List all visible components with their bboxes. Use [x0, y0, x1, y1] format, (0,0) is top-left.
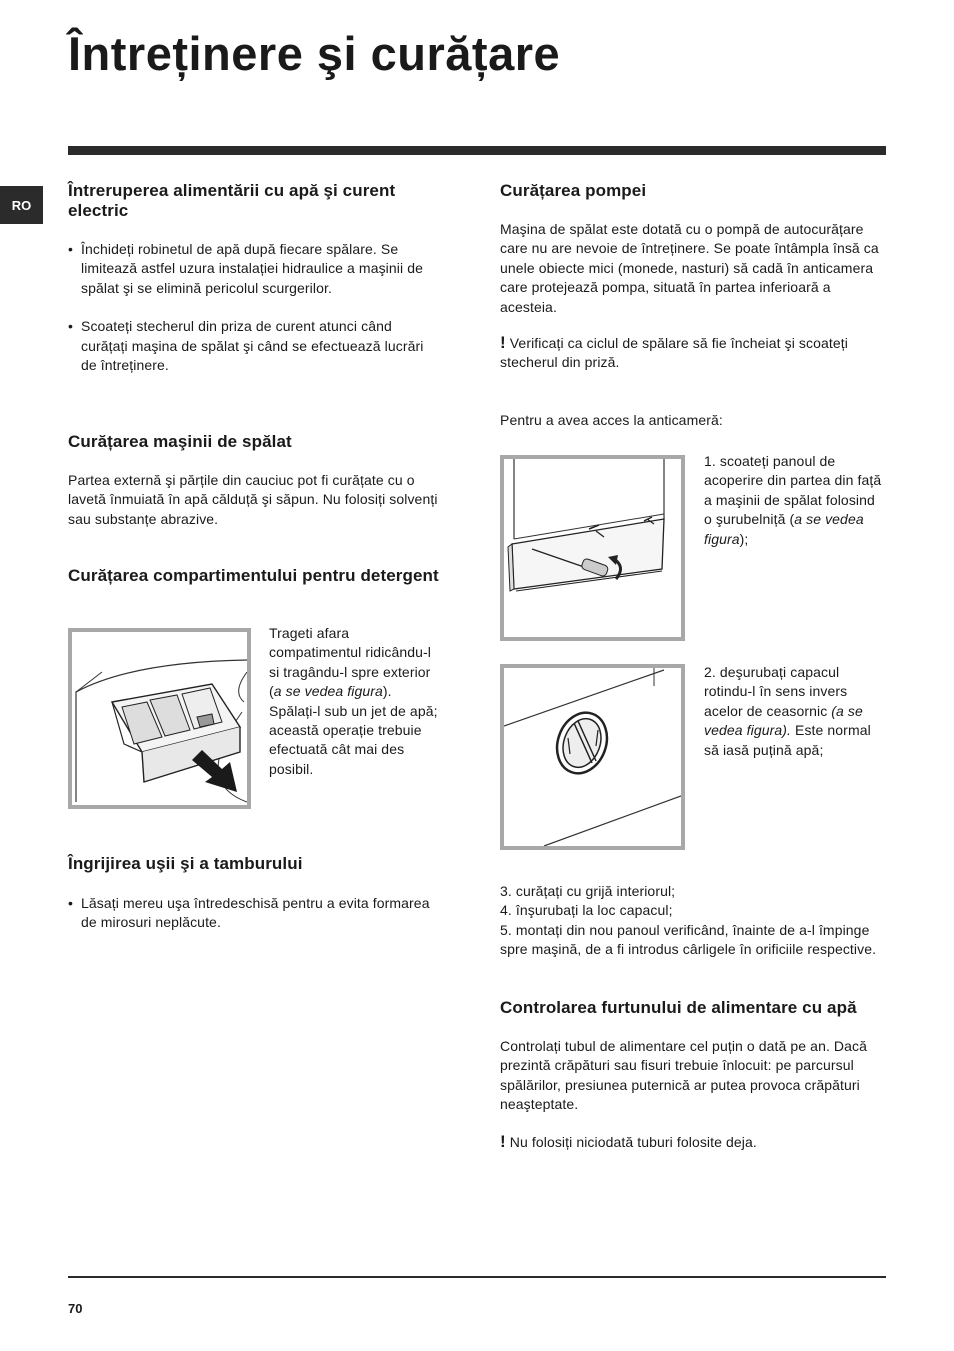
- list-item: 5. montați din nou panoul verificând, înainte de a-l împinge spre maşină, de a fi introdus cârligele în orificiile respective.: [500, 921, 877, 958]
- paragraph: 2. deşurubați capacul rotindu-l în sens invers acelor de ceasornic (a se vedea figura). Este normal să iasă puțină apă;: [704, 664, 871, 758]
- section-detergent-drawer: [68, 566, 440, 586]
- list-item: • Scoateți stecherul din priza de curent atunci când curățați maşina de spălat şi când se efectuează lucrări de întreținere.: [68, 318, 424, 374]
- list-item: • Lăsați mereu uşa întredeschisă pentru a evita formarea de mirosuri neplăcute.: [68, 895, 430, 931]
- section-heading: Controlarea furtunului de alimentare cu apă: [500, 998, 857, 1017]
- pump-step-2: [704, 663, 886, 760]
- warning-note: ! Nu folosiți niciodată tuburi folosite deja.: [500, 1131, 757, 1151]
- paragraph: 1. scoateți panoul de acoperire din partea din față a maşinii de spălat folosind o şurubelniță (a se vedea figura);: [704, 453, 882, 547]
- section-heading: Curățarea maşinii de spălat: [68, 432, 292, 451]
- language-tab: RO: [0, 186, 43, 224]
- warning-icon: !: [500, 1131, 506, 1151]
- section-machine-cleaning: [68, 432, 440, 529]
- warning-icon: !: [500, 333, 506, 353]
- page-number: 70: [68, 1301, 83, 1316]
- detergent-drawer-illustration: [68, 628, 251, 809]
- header-rule: [68, 146, 886, 155]
- section-heading: Curățarea pompei: [500, 181, 647, 200]
- section-power-water: [68, 181, 440, 375]
- pump-steps-3-5: [500, 882, 886, 960]
- paragraph: Spălați-l sub un jet de apă; această operație trebuie efectuată cât mai des posibil.: [269, 702, 438, 777]
- detergent-drawer-icon: [72, 632, 247, 805]
- pump-step-1: [704, 452, 886, 549]
- footer-rule: [68, 1276, 886, 1278]
- section-heading: Îngrijirea uşii şi a tamburului: [68, 854, 303, 873]
- paragraph: Maşina de spălat este dotată cu o pompă de autocurățare care nu are nevoie de întreținere. Se poate întâmpla însă ca unele obiecte mici (monede, nasturi) să cadă în anticamera care protejează pompa, situată în partea inferioară a acesteia.: [500, 221, 879, 315]
- pump-cap-icon: [504, 668, 681, 846]
- page-title: Întreținere şi curățare: [68, 27, 561, 80]
- front-panel-screwdriver-illustration: [500, 455, 685, 641]
- section-heading: Curățarea compartimentului pentru detergent: [68, 566, 439, 585]
- section-heading: Întreruperea alimentării cu apă şi curent electric: [68, 181, 396, 220]
- screwdriver-icon: [504, 459, 681, 637]
- list-item: 4. înşurubați la loc capacul;: [500, 902, 673, 919]
- paragraph: Trageti afara compatimentul ridicându-l si tragându-l spre exterior (a se vedea figura).: [269, 625, 432, 700]
- list-item: • Închideți robinetul de apă după fiecare spălare. Se limitează astfel uzura instalației hidraulice a maşinii de spălat şi se elimină pericolul scurgerilor.: [68, 241, 423, 296]
- detergent-instructions: [269, 624, 444, 779]
- section-door-drum: [68, 854, 440, 933]
- list-item: 3. curățați cu grijă interiorul;: [500, 883, 676, 899]
- warning-note: ! Verificați ca ciclul de spălare să fie încheiat şi scoateți stecherul din priză.: [500, 333, 848, 371]
- section-pump-cleaning: [500, 181, 886, 430]
- section-hose-check: [500, 998, 886, 1152]
- paragraph: Controlați tubul de alimentare cel puțin o dată pe an. Dacă prezintă crăpături sau fisuri trebuie înlocuit: pe parcursul spălărilor, presiunea puternică ar putea provoca crăpături neaşteptate.: [500, 1038, 868, 1113]
- paragraph: Partea externă şi părțile din cauciuc pot fi curățate cu o lavetă înmuiată în apă călduță şi săpun. Nu folosiți solvenți sau substanțe abrazive.: [68, 472, 438, 527]
- pump-cap-illustration: [500, 664, 685, 850]
- paragraph: Pentru a avea acces la anticameră:: [500, 411, 723, 428]
